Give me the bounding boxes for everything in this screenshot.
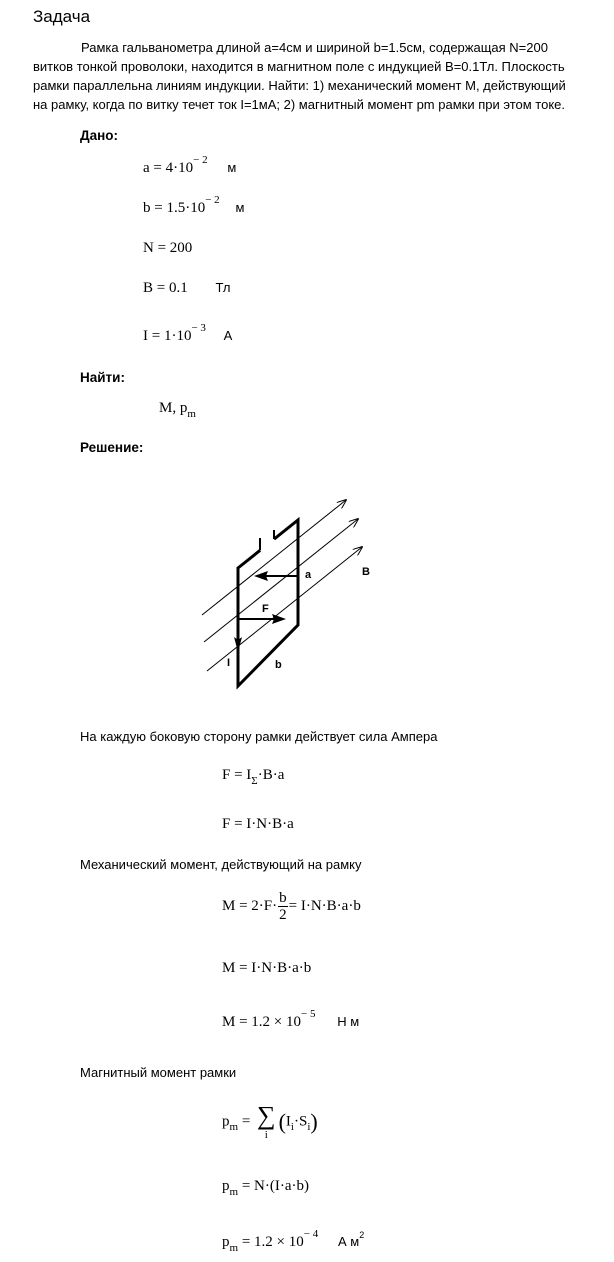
given-I: $I = 1\cdot 10^{- 3}$ А bbox=[143, 322, 233, 344]
problem-line-4: на рамку, когда по витку течет ток I=1мА; 2) магнитный момент pm рамки при этом токе. bbox=[33, 97, 565, 112]
given-B: B = 0.1 Тл bbox=[143, 280, 231, 296]
given-N: N = 200 bbox=[143, 240, 193, 256]
formula-P1: $p_m$ = ∑ i $(I_i\cdot S_i)$ bbox=[222, 1101, 318, 1141]
text-moment: Механический момент, действующий на рамку bbox=[80, 857, 362, 872]
problem-statement bbox=[33, 38, 613, 114]
force-arrow-left-head bbox=[254, 571, 268, 581]
given-b: $b = 1.5\cdot 10^{- 2}$ м bbox=[143, 194, 245, 216]
formula-P2: $p_m = N\cdot(I\cdot a\cdot b)$ bbox=[222, 1178, 309, 1198]
formula-P3: $p_m = 1.2 \times 10^{- 4}$ А $м^2$ bbox=[222, 1228, 365, 1254]
formula-M3: $M = 1.2 \times 10^{- 5}$ Н м bbox=[222, 1008, 360, 1030]
given-a: $a = 4\cdot 10^{- 2}$ м bbox=[143, 154, 237, 176]
lead-gap bbox=[260, 539, 274, 550]
find-expression: M, $p_m$ bbox=[159, 400, 196, 420]
field-line-2 bbox=[204, 519, 358, 642]
frame-diagram bbox=[190, 490, 380, 700]
formula-M1: M = 2·F· $\frac{b}{2}$ = I·N·B·a·b bbox=[222, 890, 361, 923]
solution-heading: Решение: bbox=[80, 440, 144, 455]
text-ampere: На каждую боковую сторону рамки действует сила Ампера bbox=[80, 729, 438, 744]
label-F: F bbox=[262, 603, 269, 615]
text-magnetic: Магнитный момент рамки bbox=[80, 1065, 237, 1080]
label-b: b bbox=[275, 659, 282, 671]
find-heading: Найти: bbox=[80, 370, 125, 385]
problem-line-2: витков тонкой проволоки, находится в магнитном поле с индукцией B=0.1Тл. Плоскость bbox=[33, 59, 565, 74]
force-arrow-right-head bbox=[272, 614, 286, 624]
problem-line-1: Рамка гальванометра длиной a=4см и шириной b=1.5см, содержащая N=200 bbox=[81, 40, 548, 55]
page-title: Задача bbox=[33, 7, 91, 26]
formula-M2: M = I·N·B·a·b bbox=[222, 960, 312, 976]
formula-F2: F = I·N·B·a bbox=[222, 816, 294, 832]
label-I: I bbox=[227, 657, 231, 669]
field-line-1 bbox=[202, 500, 346, 615]
given-heading: Дано: bbox=[80, 128, 119, 143]
label-a: a bbox=[305, 569, 312, 581]
field-line-3 bbox=[207, 547, 362, 671]
formula-F1: $F = I_\Sigma\cdot B\cdot a$ bbox=[222, 767, 285, 787]
problem-line-3: рамки параллельна линиям индукции. Найти: 1) механический момент M, действующий bbox=[33, 78, 566, 93]
label-B: B bbox=[362, 566, 370, 578]
